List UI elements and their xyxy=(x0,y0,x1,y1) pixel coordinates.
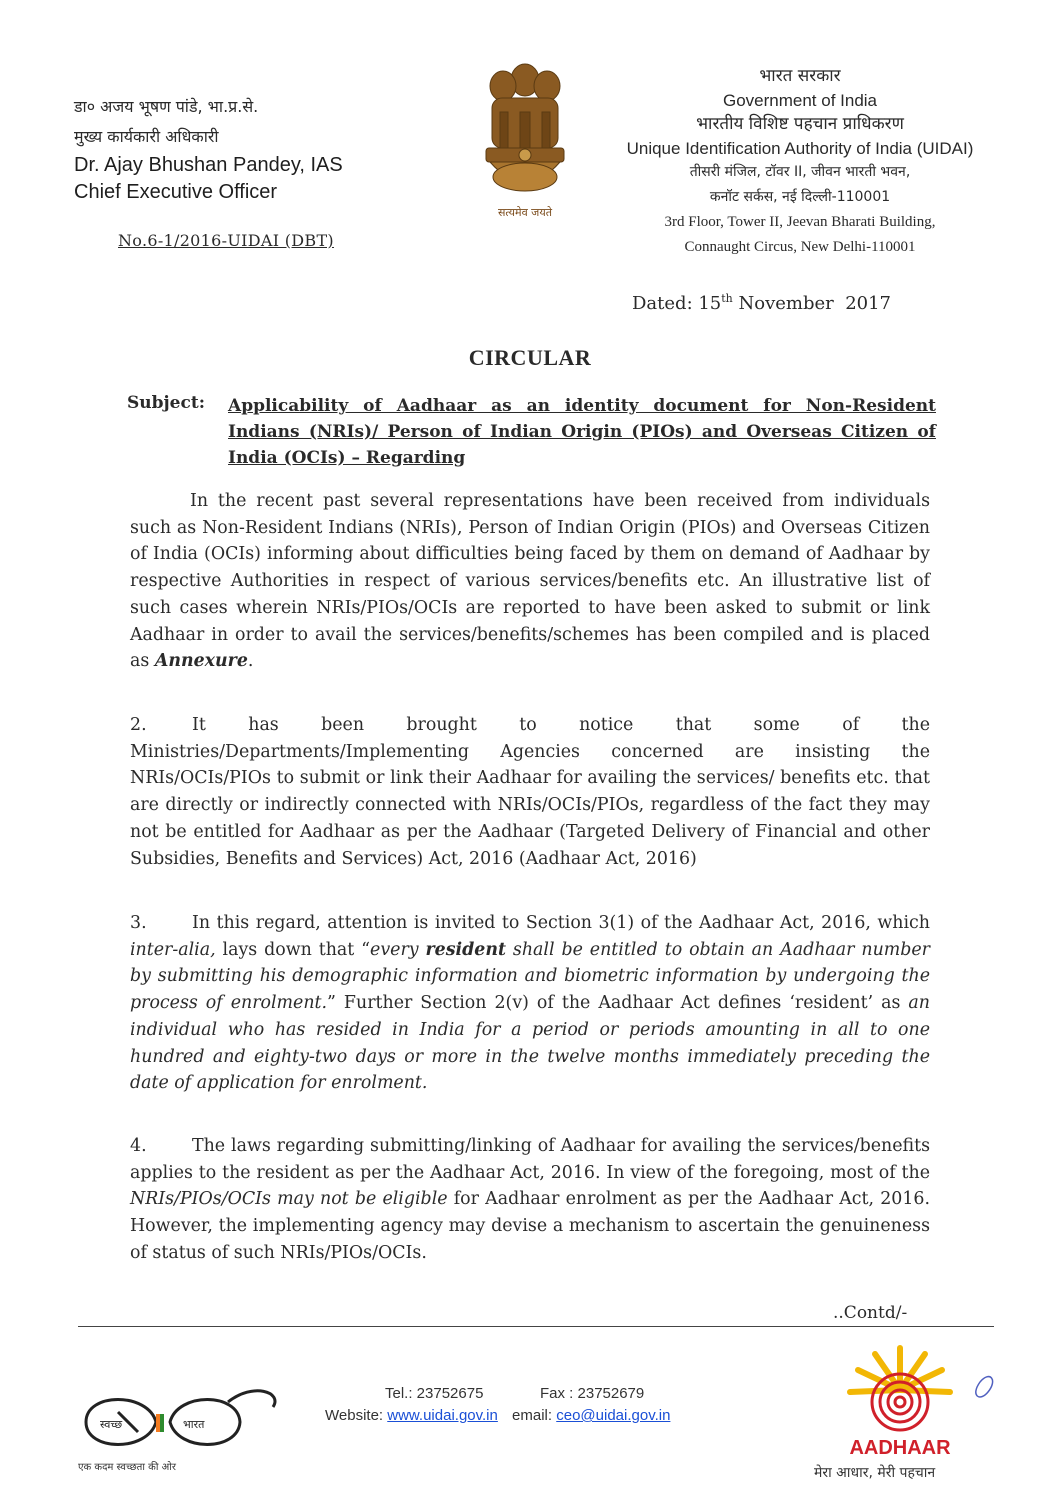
email-label: email: xyxy=(512,1407,557,1424)
date-prefix: Dated: 15 xyxy=(632,293,722,314)
paragraph-4 xyxy=(130,1133,930,1267)
web-email-row xyxy=(325,1405,785,1427)
p3-inter-alia: inter-alia, xyxy=(130,939,216,960)
aadhaar-tagline: मेरा आधार, मेरी पहचान xyxy=(814,1465,936,1481)
address-hindi-line1: तीसरी मंजिल, टॉवर II, जीवन भारती भवन, xyxy=(689,164,911,180)
subject-text: Applicability of Aadhaar as an identity document for Non-Resident Indians (NRIs)/ Person of Indian Origin (PIOs) and Overseas Citizen of India (OCIs) – Regarding xyxy=(228,396,936,468)
national-emblem-icon xyxy=(470,52,580,222)
sender-name-hindi: डा० अजय भूषण पांडे, भा.प्र.से. xyxy=(74,97,259,116)
date-rest: November 2017 xyxy=(732,293,892,314)
p3-quote-start: every xyxy=(370,939,426,960)
p3-resident: resident xyxy=(425,939,507,960)
date-line xyxy=(632,292,891,314)
p3-number: 3. xyxy=(130,913,147,933)
govt-english: Government of India xyxy=(722,91,878,110)
fax: Fax : 23752679 xyxy=(540,1385,645,1402)
p3-quote: shall be entitled to obtain an Aadhaar number by submitting his demographic information and biometric information by undergoing the process of enrolment. xyxy=(130,939,930,1014)
p2-text: It has been brought to notice that some of the Ministries/Departments/Implementing Agencies concerned are insisting the NRIs/OCIs/PIOs to submit or link their Aadhaar for availing the services/ benefits etc. that are directly or indirectly connected with NRIs/OCIs/PIOs, regardless of the fact they may not be entitled for Aadhaar as per the Aadhaar (Targeted Delivery of Financial and other Subsidies, Benefits and Services) Act, 2016 (Aadhaar Act, 2016) xyxy=(130,715,930,869)
emblem-motto: सत्यमेव जयते xyxy=(497,206,552,219)
date-suffix-sup: th xyxy=(721,292,733,305)
uidai-hindi: भारतीय विशिष्ट पहचान प्राधिकरण xyxy=(696,114,904,134)
swachh-word: स्वच्छ xyxy=(100,1418,123,1431)
subject-label: Subject: xyxy=(127,393,205,413)
sender-block xyxy=(74,92,414,206)
swachh-bharat-logo-icon xyxy=(78,1372,288,1462)
govt-hindi: भारत सरकार xyxy=(759,66,841,86)
bharat-word: भारत xyxy=(183,1418,205,1431)
address-hindi-line2: कनॉट सर्कस, नई दिल्ली-110001 xyxy=(709,189,891,205)
website-label: Website: xyxy=(325,1407,388,1424)
p1-end: . xyxy=(247,651,254,672)
p4-eligibility: NRIs/PIOs/OCIs may not be eligible xyxy=(130,1189,448,1210)
telephone: Tel.: 23752675 xyxy=(385,1385,484,1402)
p4-text-c: for Aadhaar enrolment as per the Aadhaar Act, 2016. However, the implementing agency may devise a mechanism to ascertain the genuineness of status of such NRIs/PIOs/OCIs. xyxy=(130,1189,930,1263)
p3-text-g: ” Further Section 2(v) of the Aadhaar Act defines ‘resident’ as xyxy=(327,993,909,1014)
organization-block xyxy=(600,64,1000,260)
reference-number: No.6-1/2016-UIDAI (DBT) xyxy=(118,231,334,250)
footer-divider xyxy=(78,1326,994,1327)
sender-title-hindi: मुख्य कार्यकारी अधिकारी xyxy=(74,127,219,146)
p2-number: 2. xyxy=(130,715,147,735)
p1-text: In the recent past several representations have been received from individuals such as Non-Resident Indians (NRIs), Person of Indian Origin (PIOs) and Overseas Citizen of India (OCIs) informing about difficulties being faced by them on demand of Aadhaar by respective Authorities in respect of various services/benefits etc. An illustrative list of such cases wherein NRIs/PIOs/OCIs are reported to have been asked to submit or link Aadhaar in order to avail the services/benefits/schemes has been compiled and is placed as xyxy=(130,491,930,672)
phone-fax-row xyxy=(325,1383,785,1405)
email-link[interactable]: ceo@uidai.gov.in xyxy=(556,1407,671,1424)
aadhaar-word: AADHAAR xyxy=(849,1437,951,1459)
address-english-line1: 3rd Floor, Tower II, Jeevan Bharati Building, xyxy=(664,214,936,230)
sender-title: Chief Executive Officer xyxy=(74,181,278,203)
swachh-tagline: एक कदम स्वच्छता की ओर xyxy=(78,1462,176,1473)
uidai-english: Unique Identification Authority of India (UIDAI) xyxy=(626,139,974,158)
paragraph-3 xyxy=(130,910,930,1097)
paragraph-2 xyxy=(130,712,930,872)
paragraph-1 xyxy=(130,488,930,675)
annexure-reference: Annexure xyxy=(154,651,248,672)
website-link[interactable]: www.uidai.gov.in xyxy=(387,1407,498,1424)
aadhaar-logo-icon xyxy=(830,1340,1000,1460)
address-english-line2: Connaught Circus, New Delhi-110001 xyxy=(684,239,916,255)
p4-text-a: The laws regarding submitting/linking of Aadhaar for availing the services/benefits applies to the resident as per the Aadhaar Act, 2016. In view of the foregoing, most of the xyxy=(130,1136,930,1183)
p3-definition: an individual who has resided in India for a period or periods amounting in all to one hundred and eighty-two days or more in the twelve months immediately preceding the date of application for enrolment. xyxy=(130,993,930,1094)
document-title: CIRCULAR xyxy=(468,345,592,370)
p4-number: 4. xyxy=(130,1136,147,1156)
p3-text-c: lays down that “ xyxy=(215,939,371,960)
sender-name: Dr. Ajay Bhushan Pandey, IAS xyxy=(74,154,343,176)
p3-text-a: In this regard, attention is invited to Section 3(1) of the Aadhaar Act, 2016, which xyxy=(192,913,930,933)
continued-marker: ..Contd/- xyxy=(833,1303,908,1323)
contact-block xyxy=(325,1383,785,1427)
